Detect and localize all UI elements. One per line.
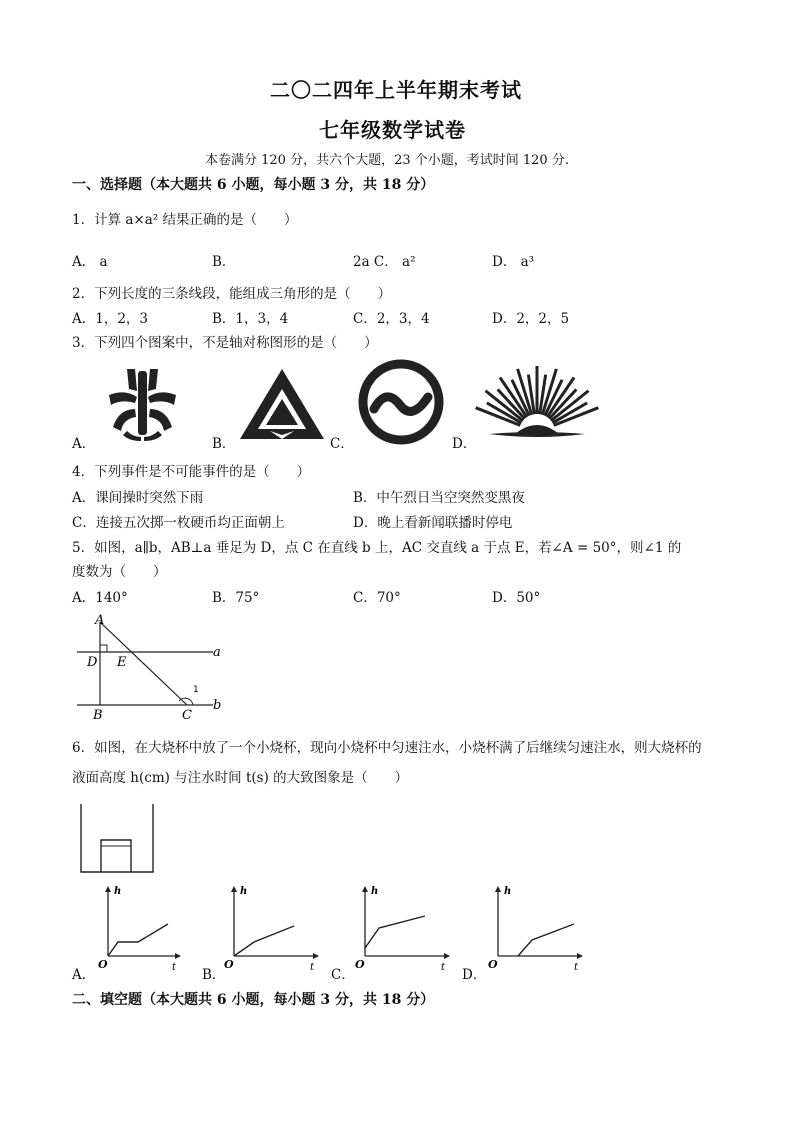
- question-1-stem: 1．计算 a×a² 结果正确的是（ ）: [72, 212, 298, 228]
- q2-option-b: B．1，3，4: [212, 311, 289, 327]
- question-3-stem: 3．下列四个图案中，不是轴对称图形的是（ ）: [72, 335, 378, 351]
- question-4-stem: 4．下列事件是不可能事件的是（ ）: [72, 464, 311, 480]
- exam-subtitle: 七年级数学试卷: [319, 118, 466, 142]
- axis-label-t: t: [310, 962, 315, 973]
- q4-option-d: D．晚上看新闻联播时停电: [353, 515, 513, 531]
- q6-beaker-figure: [80, 804, 154, 874]
- question-5-stem-line1: 5．如图，a∥b，AB⊥a 垂足为 D，点 C 在直线 b 上，AC 交直线 a 于点 E，若∠A = 50°，则∠1 的: [72, 540, 682, 556]
- origin-label: O: [224, 958, 234, 971]
- q5-label-A: A: [95, 613, 105, 628]
- q5-label-B: B: [93, 708, 103, 723]
- section-heading-choice: 一、选择题（本大题共 6 小题，每小题 3 分，共 18 分）: [72, 177, 435, 193]
- origin-label: O: [355, 958, 365, 971]
- x-axis-arrow: [577, 953, 583, 959]
- q1-option-b: B．: [212, 254, 236, 270]
- q3-option-d: D．: [452, 436, 477, 452]
- q6-graph-a: [96, 884, 196, 976]
- question-5-stem-line2: 度数为（ ）: [72, 564, 167, 580]
- axis-label-h: h: [371, 886, 379, 897]
- q2-option-a: A．1，2，3: [72, 311, 149, 327]
- axis-label-h: h: [240, 886, 248, 897]
- q1-option-a: A． a: [72, 254, 108, 270]
- q6-option-a: A．: [72, 967, 96, 983]
- y-axis-arrow: [362, 886, 368, 892]
- graph-curve: [234, 926, 294, 956]
- axis-label-h: h: [114, 886, 122, 897]
- q3-option-c: C．: [330, 436, 354, 452]
- origin-label: O: [488, 958, 498, 971]
- q6-option-d: D．: [462, 967, 487, 983]
- q4-option-b: B．中午烈日当空突然变黑夜: [353, 490, 525, 506]
- question-6-stem-line1: 6．如图，在大烧杯中放了一个小烧杯，现向小烧杯中匀速注水，小烧杯满了后继续匀速注水，则大烧杯的: [72, 740, 702, 756]
- graph-curve: [518, 924, 574, 956]
- exam-note: 本卷满分 120 分，共六个大题，23 个小题，考试时间 120 分.: [205, 153, 569, 168]
- q5-option-b: B．75°: [212, 590, 260, 606]
- graph-curve: [108, 924, 168, 956]
- q5-geometry-figure: [75, 612, 225, 724]
- q3-option-a: A．: [72, 436, 96, 452]
- y-axis-arrow: [231, 886, 237, 892]
- q6-graph-d: [486, 884, 596, 976]
- q3-figure-b-logo: [240, 367, 325, 441]
- section-heading-fill: 二、填空题（本大题共 6 小题，每小题 3 分，共 18 分）: [72, 992, 435, 1008]
- q2-option-c: C．2，3，4: [353, 311, 430, 327]
- q4-option-a: A．课间操时突然下雨: [72, 490, 204, 506]
- q5-label-E: E: [117, 655, 127, 670]
- q2-option-d: D．2，2，5: [492, 311, 570, 327]
- q3-figure-a-logo: [105, 365, 180, 441]
- question-6-stem-line2: 液面高度 h(cm) 与注水时间 t(s) 的大致图象是（ ）: [72, 770, 409, 786]
- x-axis-arrow: [444, 953, 450, 959]
- q1-option-c: 2a C． a²: [353, 254, 416, 270]
- q5-option-a: A．140°: [72, 590, 128, 606]
- axis-label-t: t: [574, 962, 579, 973]
- q5-option-c: C．70°: [353, 590, 401, 606]
- q6-option-c: C．: [331, 967, 355, 983]
- q3-option-b: B．: [212, 436, 236, 452]
- q3-figure-d-logo: [485, 360, 590, 442]
- q6-graph-c: [353, 884, 463, 976]
- axis-label-t: t: [441, 962, 446, 973]
- q6-graph-b: [222, 884, 332, 976]
- q1-option-d: D． a³: [492, 254, 535, 270]
- q5-option-d: D．50°: [492, 590, 541, 606]
- q5-label-a: a: [213, 645, 221, 660]
- q5-label-b: b: [213, 698, 222, 713]
- y-axis-arrow: [495, 886, 501, 892]
- exam-title: 二〇二四年上半年期末考试: [270, 78, 522, 102]
- q5-label-C: C: [182, 708, 192, 723]
- q4-option-c: C．连接五次掷一枚硬币均正面朝上: [72, 515, 285, 531]
- graph-curve: [365, 916, 425, 948]
- y-axis-arrow: [105, 886, 111, 892]
- x-axis-arrow: [175, 953, 181, 959]
- q6-option-b: B．: [202, 967, 226, 983]
- q3-figure-c-logo: [358, 359, 444, 445]
- q5-label-D: D: [87, 655, 98, 670]
- origin-label: O: [98, 958, 108, 971]
- axis-label-h: h: [504, 886, 512, 897]
- x-axis-arrow: [313, 953, 319, 959]
- question-2-stem: 2．下列长度的三条线段，能组成三角形的是（ ）: [72, 286, 392, 302]
- axis-label-t: t: [172, 962, 177, 973]
- q5-label-angle-1: 1: [193, 685, 199, 695]
